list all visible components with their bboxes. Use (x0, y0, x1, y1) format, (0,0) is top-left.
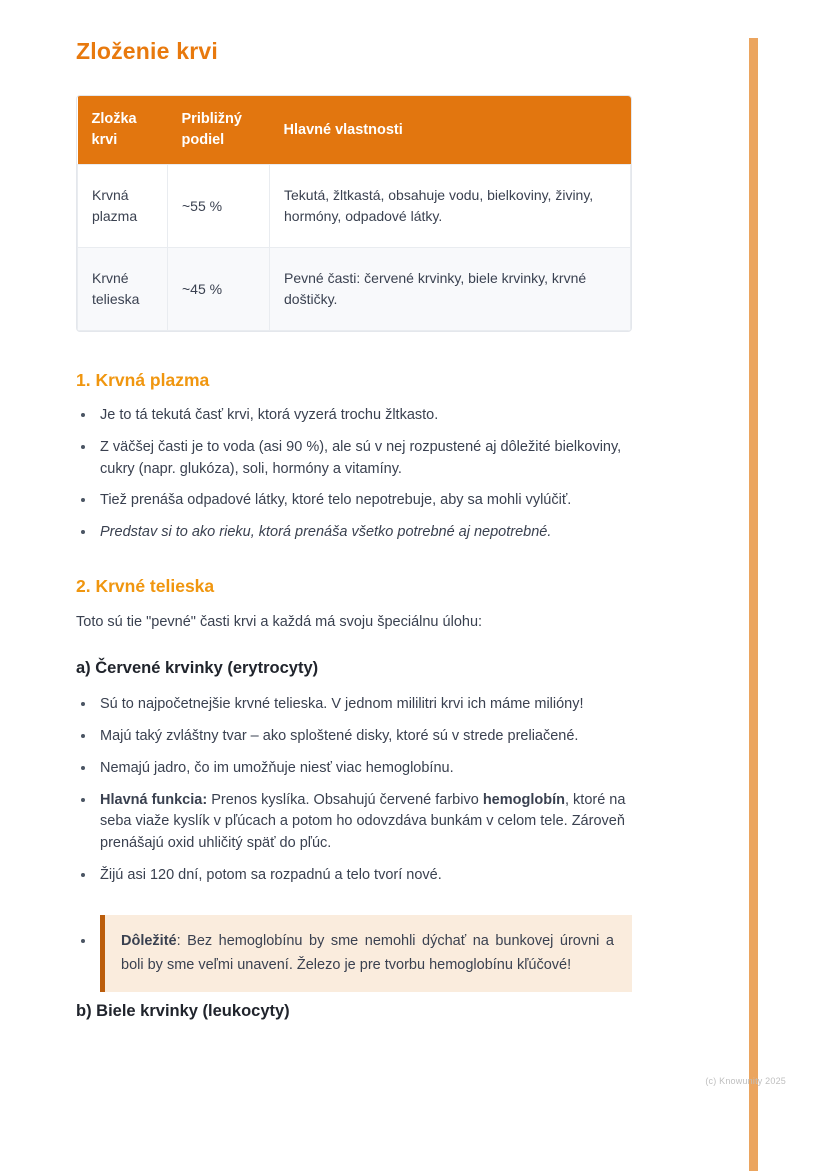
list-item: • Predstav si to ako rieku, ktorá prenáša všetko potrebné aj nepotrebné. (96, 522, 632, 544)
list-item: • Majú taký zvláštny tvar – ako sploštené disky, ktoré sú v strede preliačené. (96, 726, 632, 748)
funkcia-text: , ktoré na seba viaže kyslík v pľúcach a potom ho odovzdáva bunkám v celom tele. Zároveň prenášajú oxid uhličitý späť do pľúc. (100, 791, 626, 851)
list-item: • Je to tá tekutá časť krvi, ktorá vyzerá trochu žltkasto. (96, 405, 632, 427)
funkcia-bold: Hlavná funkcia: (100, 791, 208, 808)
important-callout (100, 915, 632, 992)
list-item (96, 790, 632, 855)
list-item: • Nemajú jadro, čo im umožňuje niesť viac hemoglobínu. (96, 758, 632, 780)
header-priblizny-podiel: Približný podiel (168, 96, 270, 165)
subheading-erytrocyty: a) Červené krvinky (erytrocyty) (76, 659, 319, 678)
table-header-row (78, 96, 631, 165)
cell-podiel: ~55 % (168, 165, 270, 248)
section-heading-plasma: 1. Krvná plazma (76, 370, 210, 391)
list-item: • Z väčšej časti je to voda (asi 90 %), ale sú v nej rozpustené aj dôležité bielkoviny, cukry (napr. glukóza), soli, hormóny a vitamíny. (96, 437, 632, 481)
header-hlavne-vlastnosti: Hlavné vlastnosti (270, 96, 631, 165)
callout-text: : Bez hemoglobínu by sme nemohli dýchať na bunkovej úrovni a boli by sme veľmi unavení. Železo je pre tvorbu hemoglobínu kľúčové! (121, 932, 614, 974)
funkcia-text: Prenos kyslíka. Obsahujú červené farbivo (207, 791, 483, 808)
cell-vlastnosti: Pevné časti: červené krvinky, biele krvinky, krvné doštičky. (270, 248, 631, 331)
list-item: • Tiež prenáša odpadové látky, ktoré telo nepotrebuje, aby sa mohli vylúčiť. (96, 490, 632, 512)
cell-zlozka: Krvné telieska (78, 248, 168, 331)
subheading-leukocyty: b) Biele krvinky (leukocyty) (76, 1001, 290, 1020)
hemoglobin-bold: hemoglobín (482, 791, 565, 808)
cell-podiel: ~45 % (168, 248, 270, 331)
cell-zlozka: Krvná plazma (78, 165, 168, 248)
table-row (78, 248, 631, 331)
list-item: • Sú to najpočetnejšie krvné telieska. V jednom mililitri krvi ich máme milióny! (96, 694, 632, 716)
callout-label: Dôležité (121, 932, 177, 949)
table-row (78, 165, 631, 248)
header-zlozka-krvi: Zložka krvi (78, 96, 168, 165)
blood-composition-table (76, 95, 632, 332)
list-item: • Žijú asi 120 dní, potom sa rozpadnú a telo tvorí nové. (96, 865, 632, 887)
cell-vlastnosti: Tekutá, žltkastá, obsahuje vodu, bielkoviny, živiny, hormóny, odpadové látky. (270, 165, 631, 248)
section-heading-telieska: 2. Krvné telieska (76, 575, 215, 596)
telieska-intro: Toto sú tie "pevné" časti krvi a každá má svoju špeciálnu úlohu: (76, 613, 483, 630)
callout-list-item (96, 915, 632, 992)
plasma-bullet-list (76, 405, 632, 544)
watermark: (c) Knowunity 2025 (705, 1076, 786, 1086)
erytrocyty-bullet-list (76, 694, 632, 992)
page-title: Zloženie krvi (76, 38, 218, 64)
